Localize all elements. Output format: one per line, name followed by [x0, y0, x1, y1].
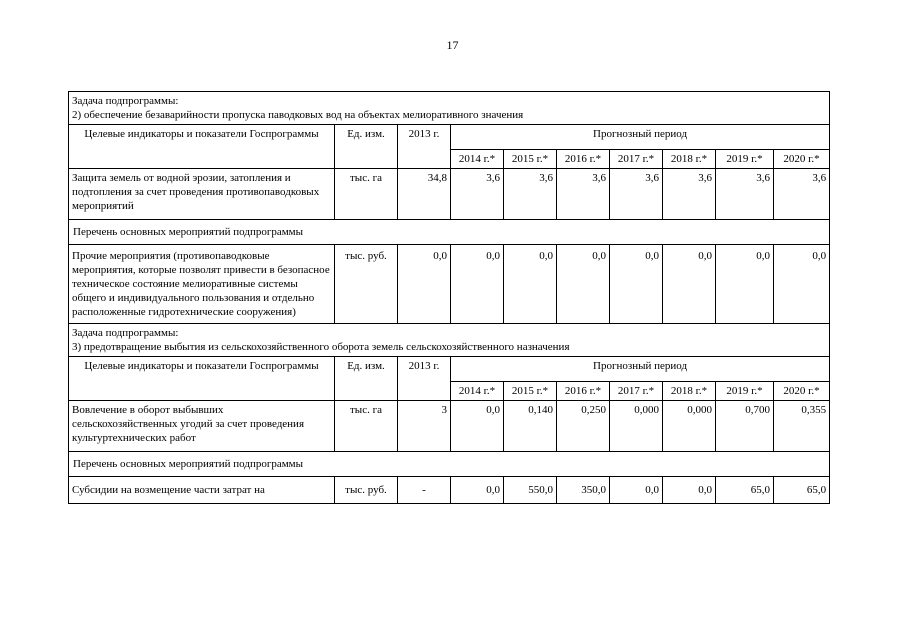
year-header: 2019 г.* — [716, 150, 774, 169]
indicator-value: 0,000 — [663, 401, 716, 452]
indicator-value: 3,6 — [504, 169, 557, 220]
indicator-value: 0,0 — [451, 401, 504, 452]
measure-value: 0,0 — [451, 245, 504, 324]
measure-value: 0,0 — [663, 245, 716, 324]
measure-value: 0,0 — [557, 245, 610, 324]
measure-value: 0,0 — [663, 477, 716, 504]
measure-value: 65,0 — [774, 477, 830, 504]
measures-list-row — [69, 452, 830, 477]
measure-2013: 0,0 — [398, 245, 451, 324]
unit-header: Ед. изм. — [335, 357, 398, 401]
year-2013-header: 2013 г. — [398, 357, 451, 401]
measures-list-label: Перечень основных мероприятий подпрограммы — [69, 220, 830, 245]
year-2013-header: 2013 г. — [398, 125, 451, 169]
measures-list-label: Перечень основных мероприятий подпрограммы — [69, 452, 830, 477]
task-text: 2) обеспечение безаварийности пропуска паводковых вод на объектах мелиоративного значения — [72, 109, 524, 121]
task-label: Задача подпрограммы: — [72, 327, 179, 339]
measure-value: 550,0 — [504, 477, 557, 504]
task-cell — [69, 92, 830, 125]
indicator-row — [69, 169, 830, 220]
measure-unit: тыс. руб. — [335, 245, 398, 324]
measures-list-row — [69, 220, 830, 245]
indicator-row — [69, 401, 830, 452]
measure-row — [69, 245, 830, 324]
forecast-header: Прогнозный период — [451, 125, 830, 150]
indicator-unit: тыс. га — [335, 169, 398, 220]
year-header: 2019 г.* — [716, 382, 774, 401]
task-text: 3) предотвращение выбытия из сельскохозяйственного оборота земель сельскохозяйственного назначения — [72, 341, 570, 353]
forecast-header: Прогнозный период — [451, 357, 830, 382]
indicator-value: 0,250 — [557, 401, 610, 452]
task-row — [69, 92, 830, 125]
indicator-name: Вовлечение в оборот выбывших сельскохозяйственных угодий за счет проведения культуртехнических работ — [69, 401, 335, 452]
year-header: 2014 г.* — [451, 150, 504, 169]
year-header: 2014 г.* — [451, 382, 504, 401]
year-header: 2016 г.* — [557, 382, 610, 401]
measure-name: Прочие мероприятия (противопаводковые мероприятия, которые позволят привести в безопасное техническое состояние мелиоративные системы общего и индивидуального пользования и отдельно расположенные гидротехнические сооружения) — [69, 245, 335, 324]
indicator-value: 3,6 — [557, 169, 610, 220]
year-header: 2018 г.* — [663, 382, 716, 401]
measure-value: 0,0 — [610, 245, 663, 324]
indicator-unit: тыс. га — [335, 401, 398, 452]
measure-value: 65,0 — [716, 477, 774, 504]
indicator-value: 0,000 — [610, 401, 663, 452]
year-header: 2017 г.* — [610, 382, 663, 401]
indicator-value: 3,6 — [451, 169, 504, 220]
year-header: 2017 г.* — [610, 150, 663, 169]
year-header: 2015 г.* — [504, 150, 557, 169]
indicator-value: 3,6 — [663, 169, 716, 220]
indicators-header: Целевые индикаторы и показатели Госпрограммы — [69, 125, 335, 169]
indicator-value: 3,6 — [716, 169, 774, 220]
indicator-value: 3,6 — [774, 169, 830, 220]
indicator-value: 0,355 — [774, 401, 830, 452]
header-row — [69, 357, 830, 382]
measure-row — [69, 477, 830, 504]
measure-value: 0,0 — [451, 477, 504, 504]
year-header: 2016 г.* — [557, 150, 610, 169]
task-label: Задача подпрограммы: — [72, 95, 179, 107]
task-cell — [69, 324, 830, 357]
year-header: 2015 г.* — [504, 382, 557, 401]
year-header: 2020 г.* — [774, 150, 830, 169]
indicator-2013: 34,8 — [398, 169, 451, 220]
indicator-value: 3,6 — [610, 169, 663, 220]
year-header: 2020 г.* — [774, 382, 830, 401]
indicator-value: 0,140 — [504, 401, 557, 452]
year-header: 2018 г.* — [663, 150, 716, 169]
page-number: 17 — [446, 38, 459, 52]
indicator-value: 0,700 — [716, 401, 774, 452]
indicator-2013: 3 — [398, 401, 451, 452]
unit-header: Ед. изм. — [335, 125, 398, 169]
measure-value: 0,0 — [610, 477, 663, 504]
measure-unit: тыс. руб. — [335, 477, 398, 504]
task-row — [69, 324, 830, 357]
measure-value: 0,0 — [716, 245, 774, 324]
header-row — [69, 125, 830, 150]
measure-value: 350,0 — [557, 477, 610, 504]
measure-value: 0,0 — [774, 245, 830, 324]
measure-2013: - — [398, 477, 451, 504]
measure-value: 0,0 — [504, 245, 557, 324]
measure-name: Субсидии на возмещение части затрат на — [69, 477, 335, 504]
program-table — [68, 91, 830, 504]
indicator-name: Защита земель от водной эрозии, затопления и подтопления за счет проведения противопаводковых мероприятий — [69, 169, 335, 220]
indicators-header: Целевые индикаторы и показатели Госпрограммы — [69, 357, 335, 401]
